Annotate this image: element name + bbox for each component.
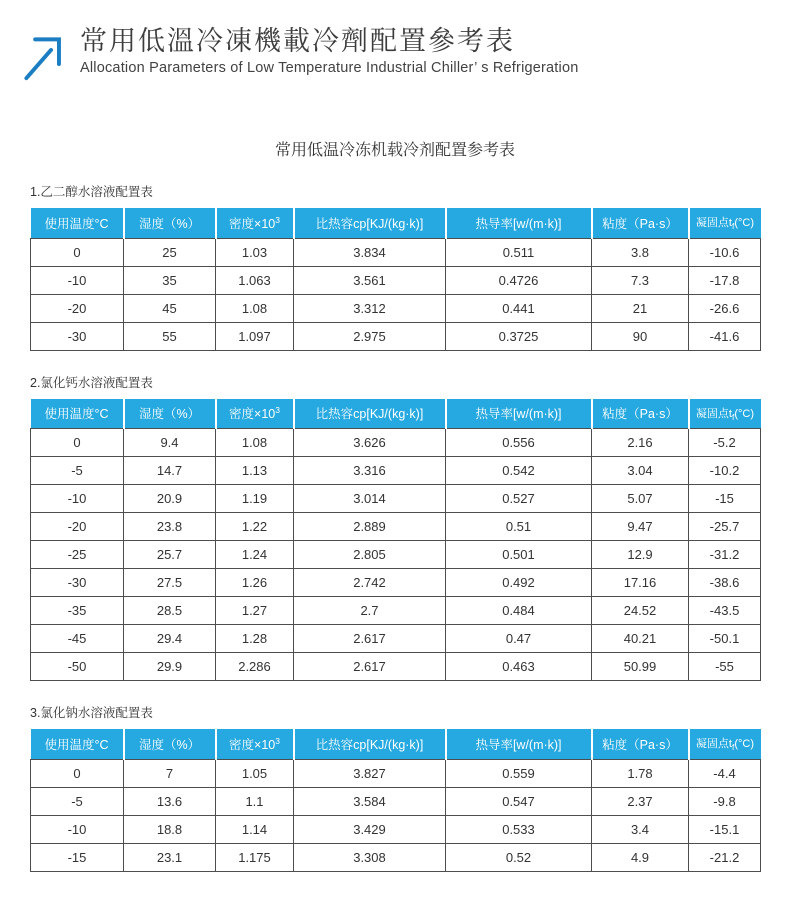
table-row [31,597,761,625]
table-cell: 7 [124,759,216,787]
table-cell: 2.742 [294,569,446,597]
table-cell: 23.1 [124,843,216,871]
table-cell: -20 [31,294,124,322]
table-cell: -31.2 [689,541,761,569]
table-cell: 1.08 [216,294,294,322]
table-cell: 0.501 [446,541,592,569]
table-cell: 9.47 [592,513,689,541]
table-cell: 2.37 [592,787,689,815]
table-row [31,759,761,787]
sodium-chloride-table [30,729,761,872]
table-header-row [31,208,761,238]
table-cell: 0.559 [446,759,592,787]
table-cell: 0.47 [446,625,592,653]
table-cell: -17.8 [689,266,761,294]
table-cell: 1.26 [216,569,294,597]
table-cell: 0.3725 [446,322,592,350]
table-cell: -43.5 [689,597,761,625]
bottom-spacer [0,872,790,918]
table-row [31,294,761,322]
table-cell: 4.9 [592,843,689,871]
table-cell: -50.1 [689,625,761,653]
page-header [0,0,790,87]
column-header: 粘度（Pa·s） [592,399,689,429]
table-row [31,238,761,266]
table-cell: 3.827 [294,759,446,787]
table-row [31,569,761,597]
table-cell: 0.484 [446,597,592,625]
page-subtitle: Allocation Parameters of Low Temperature Industrial Chiller’ s Refrigeration [80,60,579,77]
table-cell: 1.14 [216,815,294,843]
table-cell: 28.5 [124,597,216,625]
table-cell: -35 [31,597,124,625]
document-title: 常用低温冷冻机载冷剂配置参考表 [274,142,515,159]
table-cell: 0.511 [446,238,592,266]
table-cell: 29.9 [124,653,216,681]
table-row [31,653,761,681]
column-header: 湿度（%） [124,208,216,238]
table-cell: -25 [31,541,124,569]
column-header: 使用温度°C [31,208,124,238]
table-cell: -15 [689,485,761,513]
table-cell: 3.626 [294,429,446,457]
column-header: 使用温度°C [31,729,124,759]
table-cell: 3.8 [592,238,689,266]
table-cell: 1.1 [216,787,294,815]
table-cell: 0 [31,238,124,266]
page-title: 常用低溫冷凍機載冷劑配置參考表 [80,26,515,56]
table-cell: -9.8 [689,787,761,815]
table-cell: 12.9 [592,541,689,569]
column-header: 粘度（Pa·s） [592,729,689,759]
table-row [31,485,761,513]
arrow-up-right-icon [22,32,66,87]
table-cell: 2.617 [294,653,446,681]
column-header: 粘度（Pa·s） [592,208,689,238]
table-row [31,457,761,485]
table-row [31,266,761,294]
table-cell: 3.312 [294,294,446,322]
table-header-row [31,399,761,429]
table-cell: 3.308 [294,843,446,871]
table-cell: -30 [31,569,124,597]
table-cell: 3.561 [294,266,446,294]
table-cell: 1.175 [216,843,294,871]
table-row [31,429,761,457]
glycol-solution-table [30,208,761,351]
table-cell: 45 [124,294,216,322]
table-cell: 23.8 [124,513,216,541]
table-cell: 2.805 [294,541,446,569]
table-cell: 25 [124,238,216,266]
table-cell: 5.07 [592,485,689,513]
table-cell: 0.51 [446,513,592,541]
table-cell: 0 [31,429,124,457]
table-cell: 0.547 [446,787,592,815]
table-cell: 3.584 [294,787,446,815]
table-cell: 55 [124,322,216,350]
table-cell: 3.834 [294,238,446,266]
table-cell: -10 [31,485,124,513]
section-heading: 3.氯化钠水溶液配置表 [30,706,153,720]
table-cell: 50.99 [592,653,689,681]
table-cell: 0 [31,759,124,787]
column-header: 比热容cp[KJ/(kg·k)] [294,729,446,759]
table-cell: 40.21 [592,625,689,653]
table-cell: -10 [31,266,124,294]
table-cell: -45 [31,625,124,653]
table-cell: 13.6 [124,787,216,815]
table-cell: -10.2 [689,457,761,485]
table-cell: 0.542 [446,457,592,485]
column-header: 凝固点$t_f(^\circ C)$ [689,399,761,429]
table-cell: 9.4 [124,429,216,457]
table-cell: -50 [31,653,124,681]
table-cell: 0.52 [446,843,592,871]
table-cell: 0.533 [446,815,592,843]
table-cell: 1.19 [216,485,294,513]
table-cell: 24.52 [592,597,689,625]
table-cell: 3.429 [294,815,446,843]
table-row [31,843,761,871]
table-cell: 1.24 [216,541,294,569]
table-cell: 2.16 [592,429,689,457]
table-cell: 2.889 [294,513,446,541]
column-header: 热导率[w/(m·k)] [446,729,592,759]
column-header: 比热容cp[KJ/(kg·k)] [294,208,446,238]
table-cell: 21 [592,294,689,322]
table-cell: 14.7 [124,457,216,485]
column-header: 密度$\times 10^3$ [216,208,294,238]
column-header: 热导率[w/(m·k)] [446,208,592,238]
table-cell: 0.556 [446,429,592,457]
table-row [31,815,761,843]
table-cell: 1.28 [216,625,294,653]
table-cell: 1.27 [216,597,294,625]
table-cell: 1.05 [216,759,294,787]
table-cell: -15.1 [689,815,761,843]
table-cell: 7.3 [592,266,689,294]
section-heading: 1.乙二醇水溶液配置表 [30,185,153,199]
table-cell: -10 [31,815,124,843]
table-cell: 2.286 [216,653,294,681]
table-cell: -5.2 [689,429,761,457]
table-cell: -55 [689,653,761,681]
table-cell: -5 [31,457,124,485]
table-cell: 2.617 [294,625,446,653]
table-cell: 25.7 [124,541,216,569]
table-cell: -10.6 [689,238,761,266]
table-cell: -5 [31,787,124,815]
table-cell: 35 [124,266,216,294]
table-cell: -15 [31,843,124,871]
column-header: 凝固点$t_f(^\circ C)$ [689,208,761,238]
header-text [80,26,579,76]
table-cell: -25.7 [689,513,761,541]
table-row [31,322,761,350]
table-cell: 3.4 [592,815,689,843]
table-cell: 1.063 [216,266,294,294]
column-header: 比热容cp[KJ/(kg·k)] [294,399,446,429]
column-header: 热导率[w/(m·k)] [446,399,592,429]
column-header: 密度$\times 10^3$ [216,729,294,759]
table-cell: 3.014 [294,485,446,513]
table-cell: 1.22 [216,513,294,541]
table-cell: 0.4726 [446,266,592,294]
column-header: 密度$\times 10^3$ [216,399,294,429]
table-cell: -38.6 [689,569,761,597]
table-row [31,541,761,569]
column-header: 凝固点$t_f(^\circ C)$ [689,729,761,759]
column-header: 湿度（%） [124,729,216,759]
table-cell: 0.463 [446,653,592,681]
table-cell: -4.4 [689,759,761,787]
section-heading: 2.氯化钙水溶液配置表 [30,375,153,390]
table-cell: 0.441 [446,294,592,322]
table-header-row [31,729,761,759]
table-cell: 1.08 [216,429,294,457]
table-cell: 20.9 [124,485,216,513]
section-sodium-chloride [30,703,760,872]
section-calcium-chloride [30,373,760,682]
table-cell: -21.2 [689,843,761,871]
table-row [31,513,761,541]
table-cell: 90 [592,322,689,350]
table-cell: 1.097 [216,322,294,350]
table-cell: 1.03 [216,238,294,266]
table-cell: -20 [31,513,124,541]
table-cell: 2.975 [294,322,446,350]
table-cell: 2.7 [294,597,446,625]
table-cell: 0.527 [446,485,592,513]
table-cell: 29.4 [124,625,216,653]
table-cell: -41.6 [689,322,761,350]
table-cell: 18.8 [124,815,216,843]
table-cell: -30 [31,322,124,350]
column-header: 湿度（%） [124,399,216,429]
table-row [31,625,761,653]
calcium-chloride-table [30,399,761,682]
table-cell: 3.04 [592,457,689,485]
table-cell: -26.6 [689,294,761,322]
table-cell: 27.5 [124,569,216,597]
table-row [31,787,761,815]
table-cell: 3.316 [294,457,446,485]
table-cell: 1.13 [216,457,294,485]
table-cell: 0.492 [446,569,592,597]
table-cell: 1.78 [592,759,689,787]
section-ethylene-glycol [30,182,760,351]
column-header: 使用温度°C [31,399,124,429]
table-cell: 17.16 [592,569,689,597]
